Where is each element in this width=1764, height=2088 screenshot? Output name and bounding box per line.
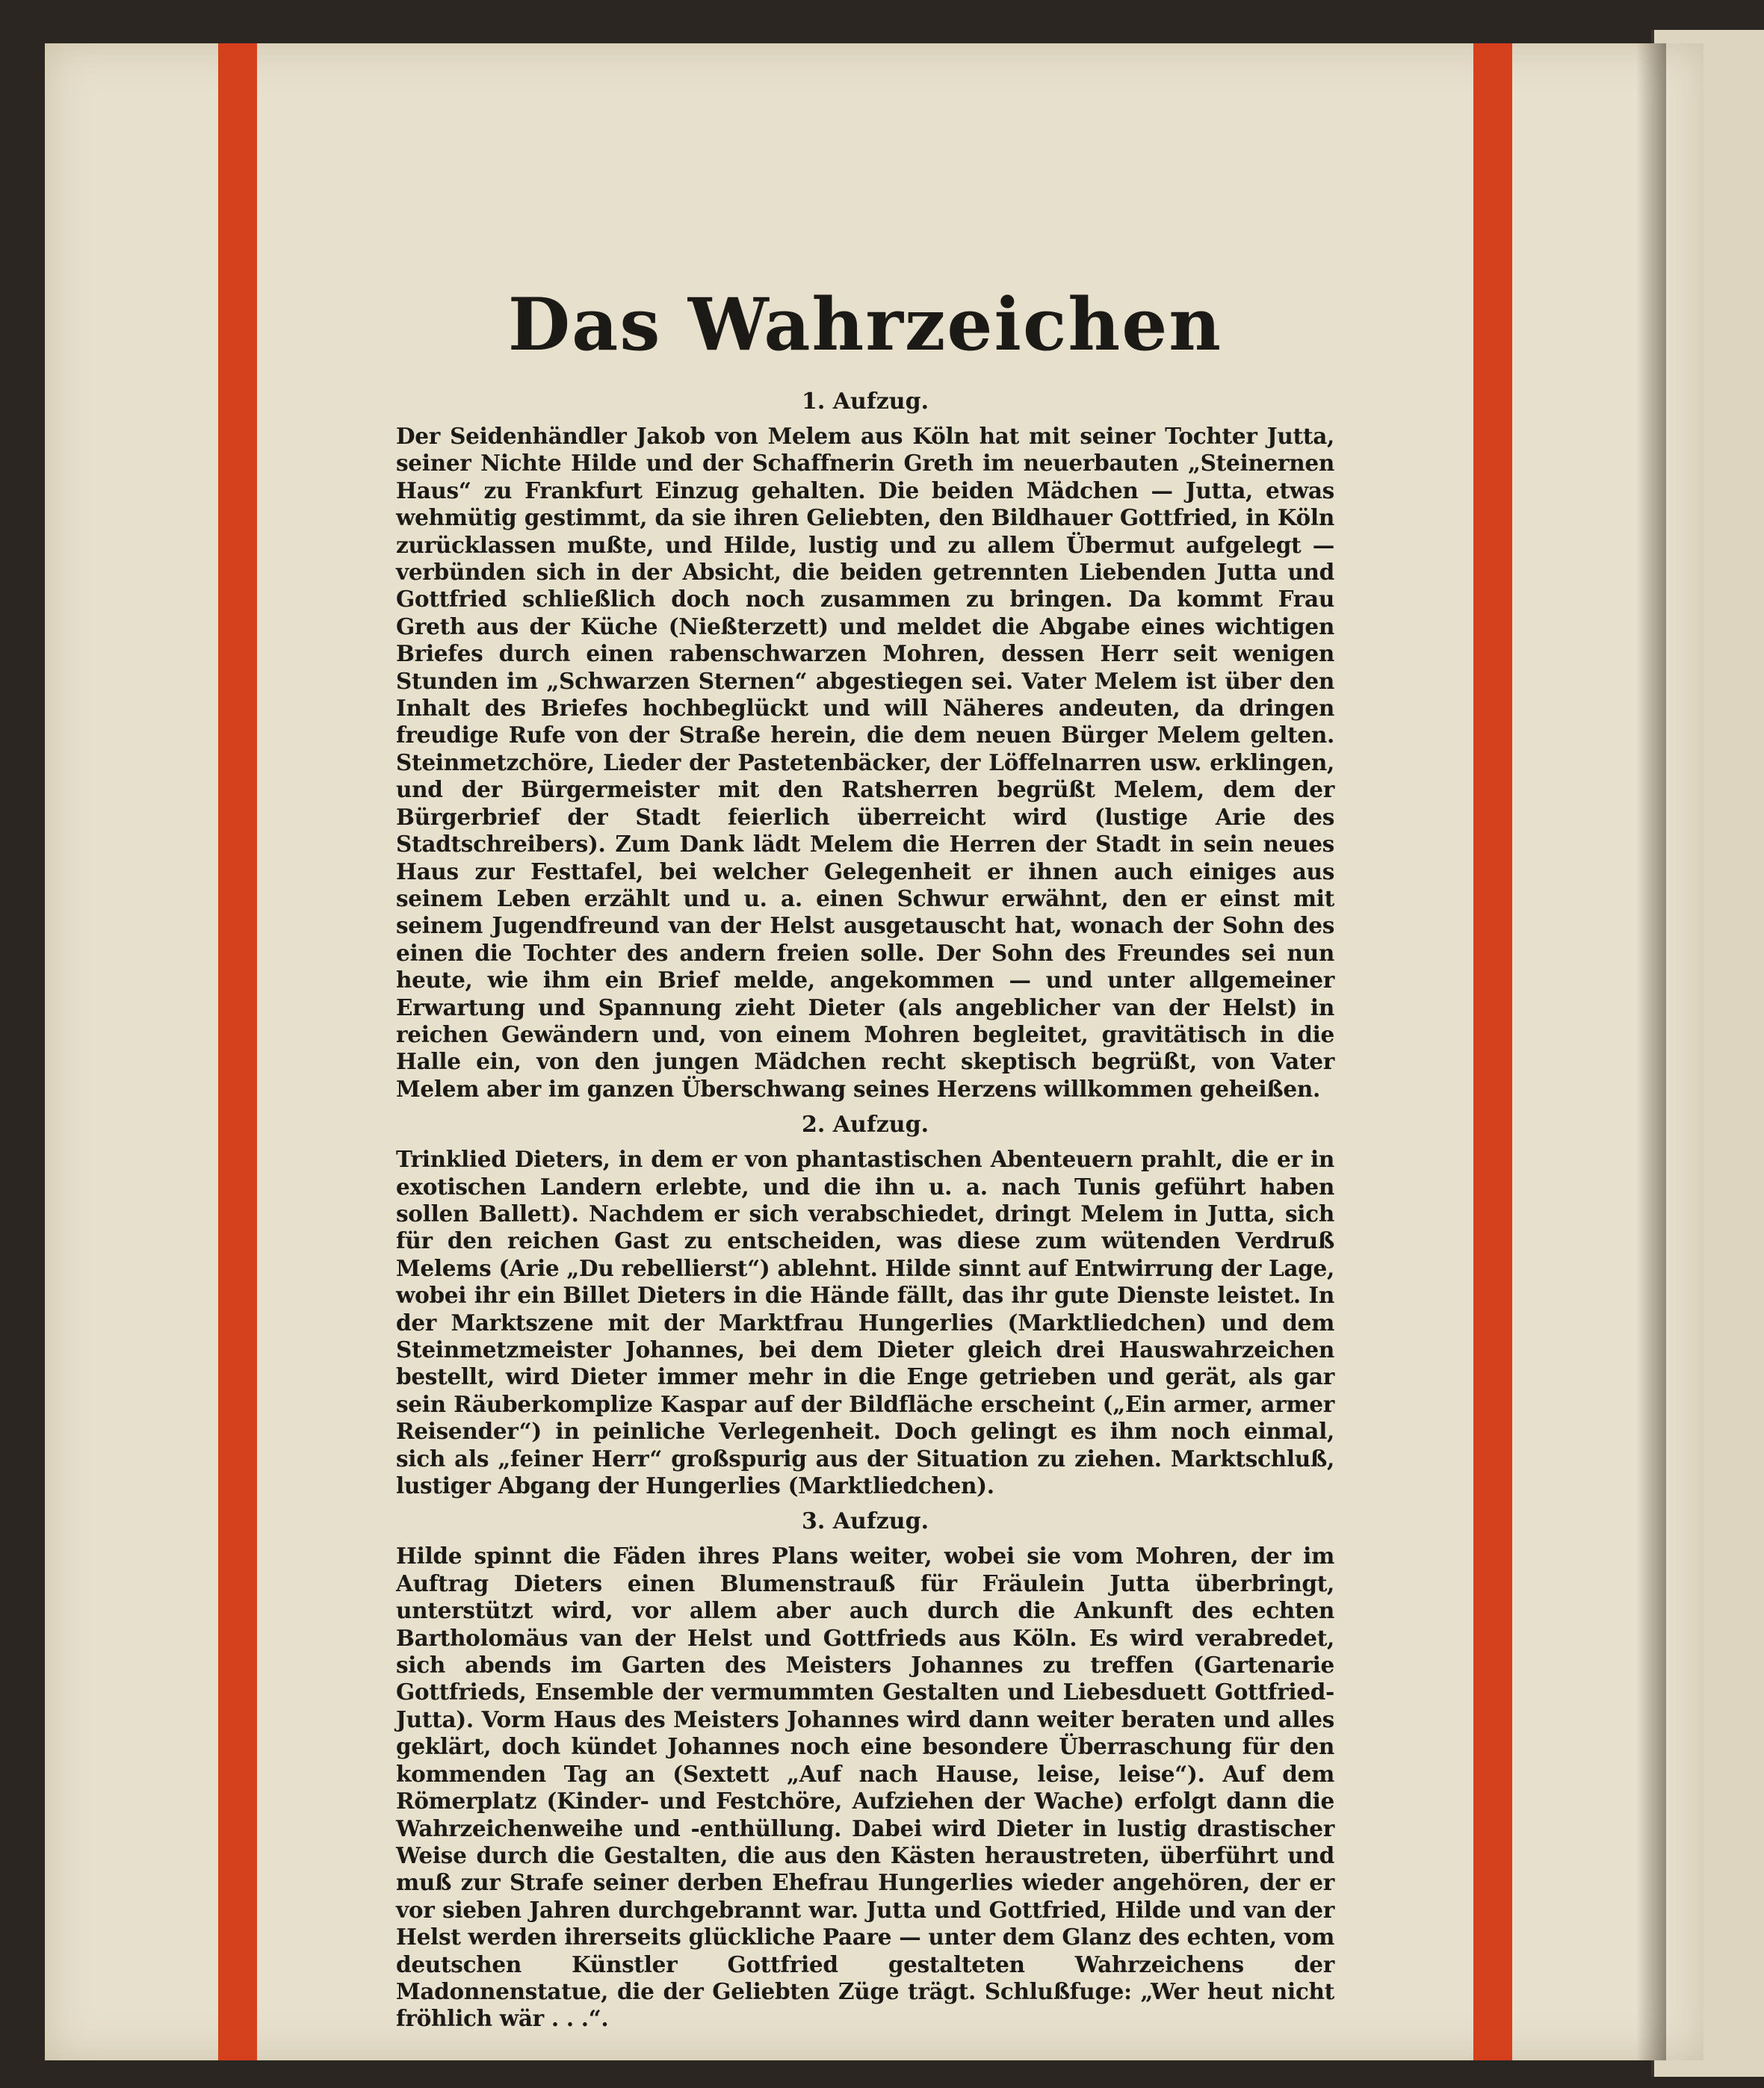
book-gutter: [1636, 43, 1666, 2060]
left-red-stripe: [218, 43, 257, 2060]
act-heading: 3. Aufzug.: [801, 1508, 929, 1535]
act-summary: Der Seidenhändler Jakob von Melem aus Köln hat mit seiner Tochter Jutta, seiner Nichte Hilde und der Schaffnerin Greth im neuerbauten „Steinernen Haus“ zu Frankfurt Einzug gehalten. Die beiden Mädchen — Jutta, etwas wehmütig gestimmt, da sie ihren Geliebten, den Bildhauer Gottfried, in Köln zurücklassen mußte, und Hilde, lustig und zu allem Übermut aufgelegt — verbünden sich in der Absicht, die beiden getrennten Liebenden Jutta und Gottfried schließlich doch noch zusammen zu bringen. Da kommt Frau Greth aus der Küche (Nießterzett) und meldet die Abgabe eines wichtigen Briefes durch einen rabenschwarzen Mohren, dessen Herr seit wenigen Stunden im „Schwarzen Sternen“ abgestiegen sei. Vater Melem ist über den Inhalt des Briefes hochbeglückt und will Näheres andeuten, da dringen freudige Rufe von der Straße herein, die dem neuen Bürger Melem gelten. Steinmetzchöre, Lieder der Pastetenbäcker, der Löffelnarren usw. erklingen, und der Bürgermeister mit den Ratsherren begrüßt Melem, dem der Bürgerbrief der Stadt feierlich überreicht wird (lustige Arie des Stadtschreibers). Zum Dank lädt Melem die Herren der Stadt in sein neues Haus zur Festtafel, bei welcher Gelegenheit er ihnen auch einiges aus seinem Leben erzählt und u. a. einen Schwur erwähnt, den er einst mit seinem Jugendfreund van der Helst ausgetauscht hat, wonach der Sohn des einen die Tochter des andern freien solle. Der Sohn des Freundes sei nun heute, wie ihm ein Brief melde, angekommen — und unter allgemeiner Erwartung und Spannung zieht Dieter (als angeblicher van der Helst) in reichen Gewändern und, von einem Mohren begleitet, gravitätisch in die Halle ein, von den jungen Mädchen recht skeptisch begrüßt, von Vater Melem aber im ganzen Überschwang seines Herzens willkommen geheißen.: [396, 423, 1334, 1102]
act-2: [396, 1110, 1334, 1499]
act-3: [396, 1507, 1334, 2032]
act-summary: Hilde spinnt die Fäden ihres Plans weiter, wobei sie vom Mohren, der im Auftrag Dieters einen Blumenstrauß für Fräulein Jutta überbringt, unterstützt wird, vor allem aber auch durch die Ankunft des echten Bartholomäus van der Helst und Gottfrieds aus Köln. Es wird verabredet, sich abends im Garten des Meisters Johannes zu treffen (Gartenarie Gottfrieds, Ensemble der vermummten Gestalten und Liebesduett Gottfried-Jutta). Vorm Haus des Meisters Johannes wird dann weiter beraten und alles geklärt, doch kündet Johannes noch eine besondere Überraschung für den kommenden Tag an (Sextett „Auf nach Hause, leise, leise“). Auf dem Römerplatz (Kinder- und Festchöre, Aufziehen der Wache) erfolgt dann die Wahrzeichenweihe und -enthüllung. Dabei wird Dieter in lustig drastischer Weise durch die Gestalten, die aus den Kästen heraustreten, überführt und muß zur Strafe seiner derben Ehefrau Hungerlies wieder angehören, der er vor sieben Jahren durchgebrannt war. Jutta und Gottfried, Hilde und van der Helst werden ihrerseits glückliche Paare — unter dem Glanz des echten, vom deutschen Künstler Gottfried gestalteten Wahrzeichens der Madonnenstatue, die der Geliebten Züge trägt. Schlußfuge: „Wer heut nicht fröhlich wär . . .“.: [396, 1543, 1334, 2032]
act-heading: 2. Aufzug.: [801, 1112, 929, 1139]
page-title: Das Wahrzeichen: [507, 282, 1223, 367]
page-content: [396, 284, 1334, 2033]
act-heading: 1. Aufzug.: [801, 388, 929, 415]
act-summary: Trinklied Dieters, in dem er von phantastischen Abenteuern prahlt, die er in exotischen Landern erlebte, und die ihn u. a. nach Tunis geführt haben sollen Ballett). Nachdem er sich verabschiedet, dringt Melem in Jutta, sich für den reichen Gast zu entscheiden, was diese zum wütenden Verdruß Melems (Arie „Du rebellierst“) ablehnt. Hilde sinnt auf Entwirrung der Lage, wobei ihr ein Billet Dieters in die Hände fällt, das ihr gute Dienste leistet. In der Marktszene mit der Marktfrau Hungerlies (Marktliedchen) und dem Steinmetzmeister Johannes, bei dem Dieter gleich drei Hauswahrzeichen bestellt, wird Dieter immer mehr in die Enge getrieben und gerät, als gar sein Räuberkomplize Kaspar auf der Bildfläche erscheint („Ein armer, armer Reisender“) in peinliche Verlegenheit. Doch gelingt es ihm noch einmal, sich als „feiner Herr“ großspurig aus der Situation zu ziehen. Marktschluß, lustiger Abgang der Hungerlies (Marktliedchen).: [396, 1146, 1334, 1499]
act-1: [396, 387, 1334, 1103]
right-red-stripe: [1473, 43, 1512, 2060]
